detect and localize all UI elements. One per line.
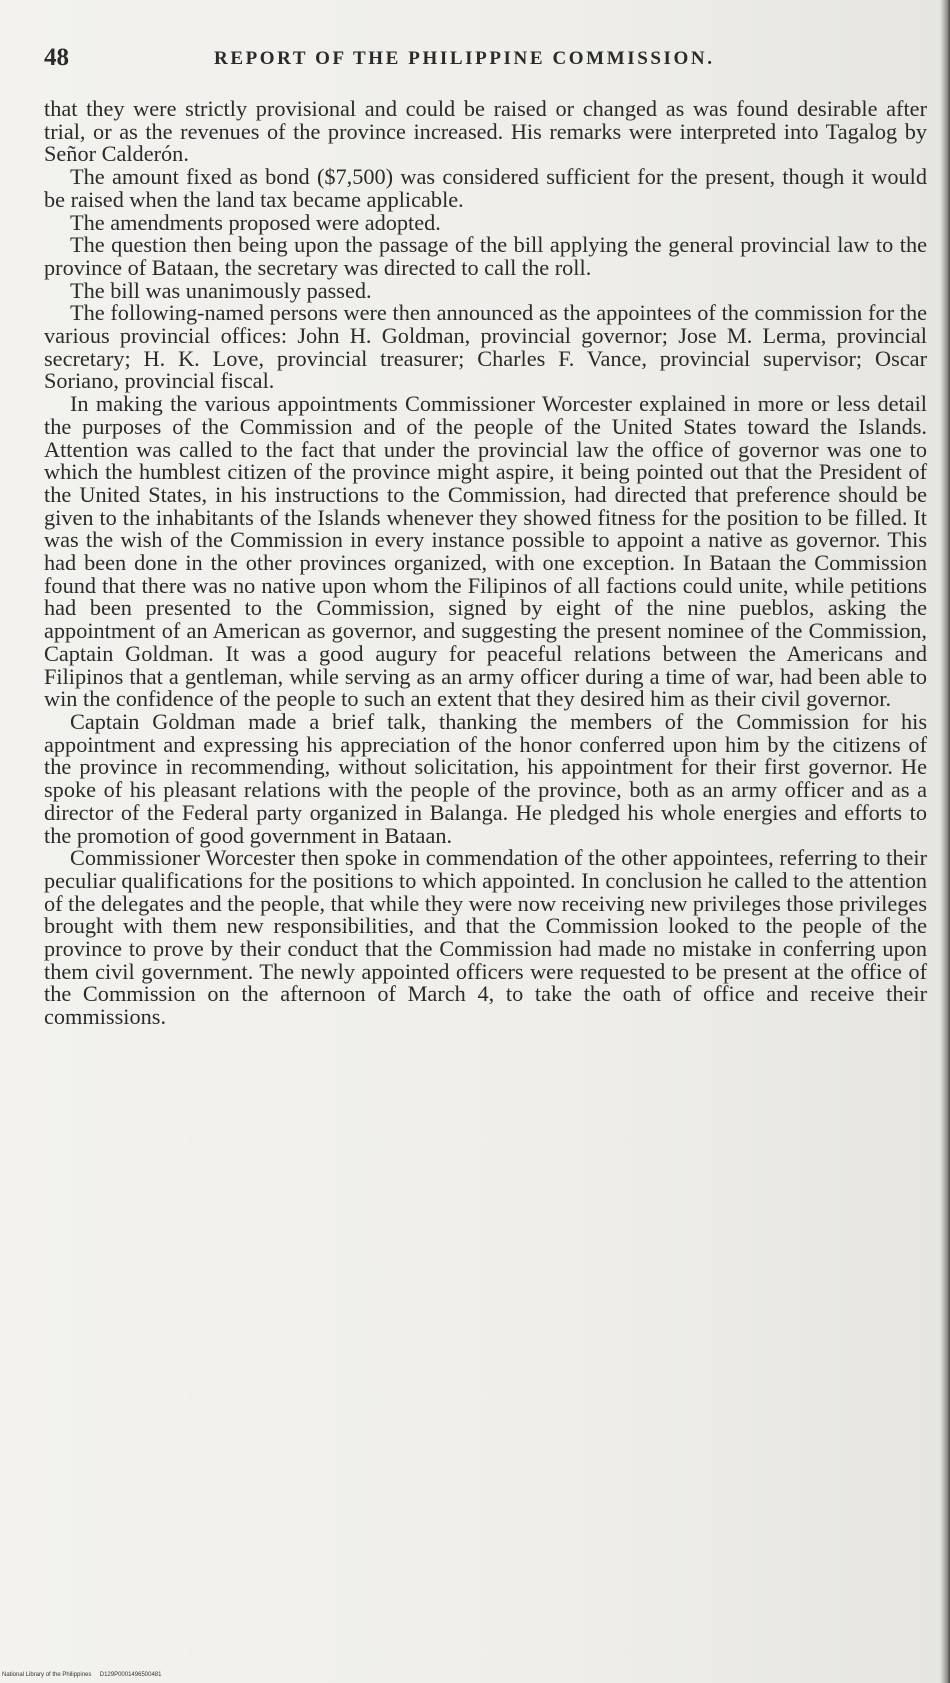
paragraph: Commissioner Worcester then spoke in commendation of the other appointees, referring to their peculiar qualifications for the positions to which appointed. In conclusion he called to the attention of the delegates and the people, that while they were now receiving new privileges those privileges brought with them new responsibilities, and that the Commission looked to the people of the province to prove by their conduct that the Commission had made no mistake in conferring upon them civil government. The newly appointed officers were requested to be present at the office of the Commission on the afternoon of March 4, to take the oath of office and receive their commissions. xyxy=(44,845,927,1030)
paragraph: that they were strictly provisional and could be raised or changed as was found desirable after trial, or as the revenues of the province increased. His remarks were interpreted into Tagalog by Señor Calderón. xyxy=(44,96,927,167)
body-text xyxy=(44,98,927,1029)
paragraph: The question then being upon the passage of the bill applying the general provincial law to the province of Bataan, the secretary was directed to call the roll. xyxy=(44,232,927,280)
paragraph: The following-named persons were then announced as the appointees of the commission for the various provincial offices: John H. Goldman, provincial governor; Jose M. Lerma, provincial secretary; H. K. Love, provincial treasurer; Charles F. Vance, provincial supervisor; Oscar Soriano, provincial fiscal. xyxy=(44,300,927,394)
running-title: REPORT OF THE PHILIPPINE COMMISSION. xyxy=(214,48,715,69)
footer-identifier: D129P0001496500481 xyxy=(99,1672,162,1678)
footer-library: National Library of the Philippines xyxy=(2,1672,92,1678)
paragraph: The bill was unanimously passed. xyxy=(70,277,372,303)
page-number: 48 xyxy=(44,44,69,71)
page-header xyxy=(44,44,924,84)
paragraph: In making the various appointments Commissioner Worcester explained in more or less detail the purposes of the Commission and of the people of the United States toward the Islands. Attention was called to the fact that under the provincial law the office of governor was one to which the humblest citizen of the province might aspire, it being pointed out that the President of the United States, in his instructions to the Commission, had directed that preference should be given to the inhabitants of the Islands whenever they showed fitness for the position to be filled. It was the wish of the Commission in every instance possible to appoint a native as governor. This had been done in the other provinces organized, with one exception. In Bataan the Commission found that there was no native upon whom the Filipinos of all factions could unite, while petitions had been presented to the Commission, signed by eight of the nine pueblos, asking the appointment of an American as governor, and suggesting the present nominee of the Commission, Captain Goldman. It was a good augury for peaceful relations between the Americans and Filipinos that a gentleman, while serving as an army officer during a time of war, had been able to win the confidence of the people to such an extent that they desired him as their civil governor. xyxy=(44,391,927,712)
page-edge-shadow xyxy=(940,0,950,1683)
paragraph: The amount fixed as bond ($7,500) was considered sufficient for the present, though it would be raised when the land tax became applicable. xyxy=(44,164,927,212)
paragraph: The amendments proposed were adopted. xyxy=(70,209,441,235)
paragraph: Captain Goldman made a brief talk, thanking the members of the Commission for his appointment and expressing his appreciation of the honor conferred upon him by the citizens of the province in recommending, without solicitation, his appointment for their first governor. He spoke of his pleasant relations with the people of the province, both as an army officer and as a director of the Federal party organized in Balanga. He pledged his whole energies and efforts to the promotion of good government in Bataan. xyxy=(44,708,927,848)
scan-footer xyxy=(2,1672,161,1678)
